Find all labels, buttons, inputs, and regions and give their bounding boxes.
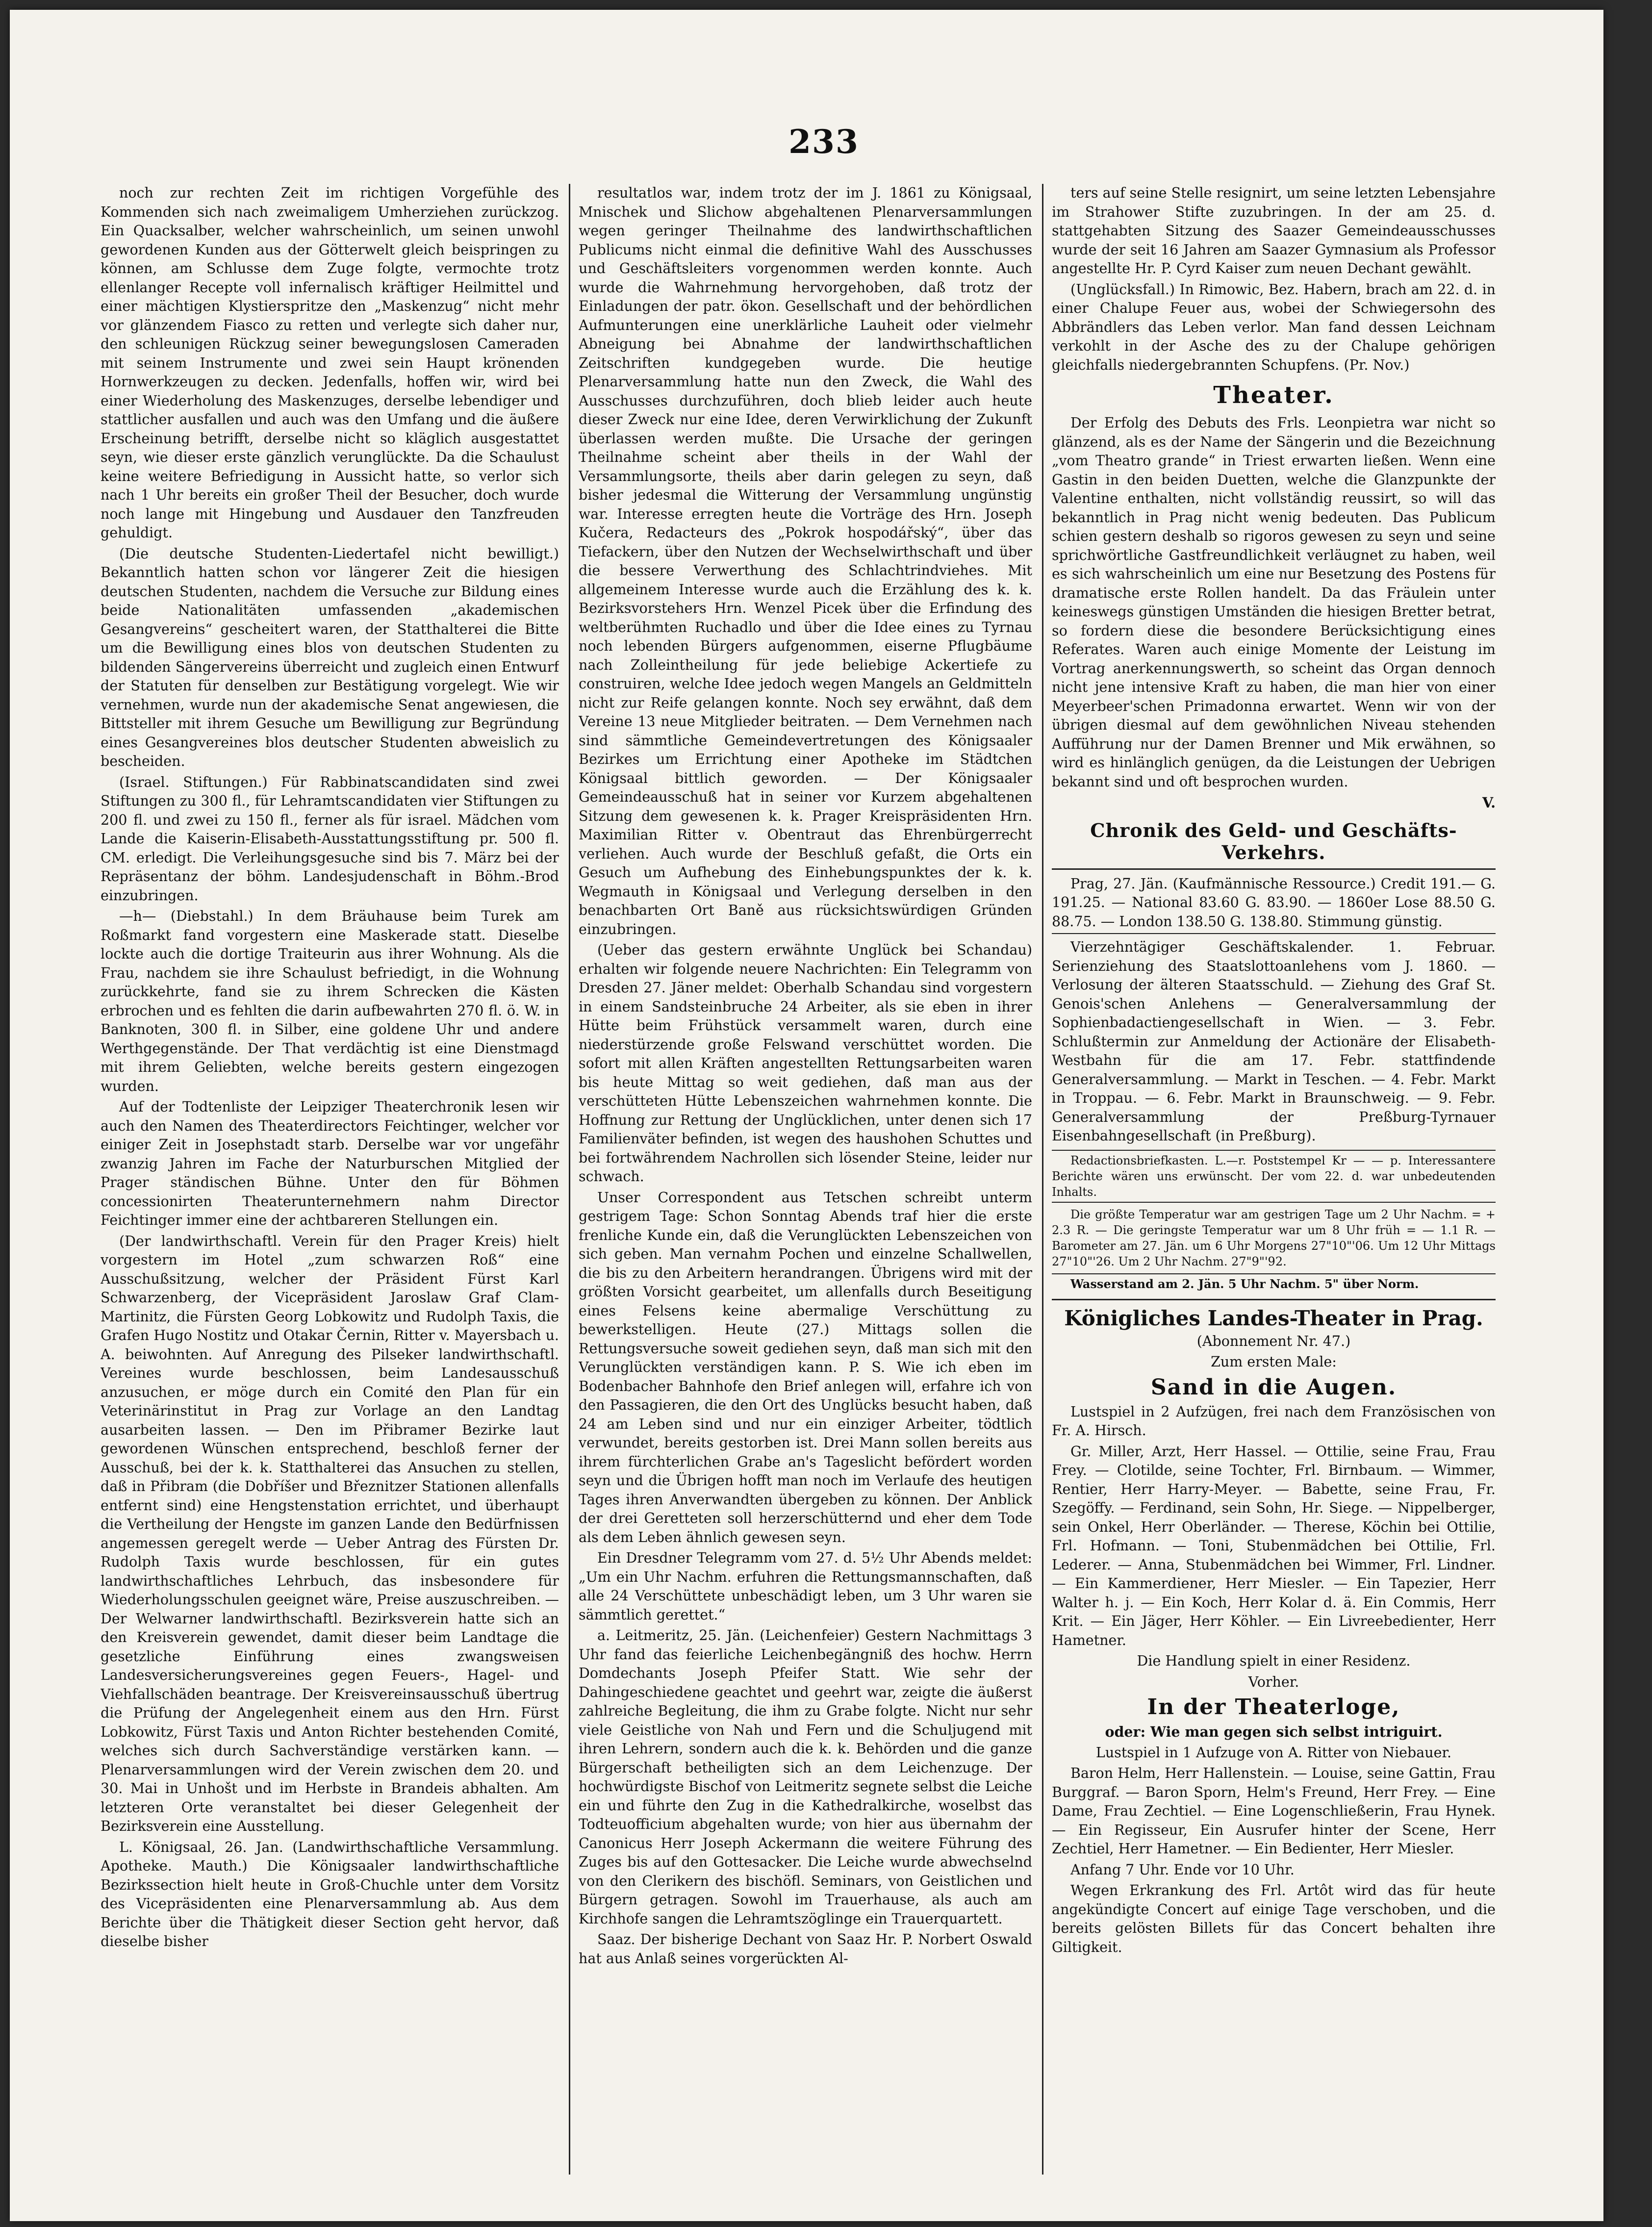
before-label: Vorher. bbox=[1248, 1673, 1299, 1690]
market-report: Prag, 27. Jän. (Kaufmännische Ressource.) Credit 191.— G. 191.25. — National 83.60 G. 83.90. — 1860er Lose 88.50 G. 88.75. — London 138.50 G. 138.80. Stimmung günstig. bbox=[1052, 875, 1496, 930]
article-paragraph: (Ueber das gestern erwähnte Unglück bei Schandau) erhalten wir folgende neuere Nachrichten: Ein Telegramm von Dresden 27. Jäner meldet: Oberhalb Schandau sind vorgestern in einem Sandsteinbruche 24 Arbeiter, als sie eben in ihrer Hütte beim Frühstück versammelt waren, durch eine niederstürzende große Felswand verschüttet worden. Die sofort mit allen Kräften angestellten Rettungsarbeiten waren bis heute Mittag so weit gediehen, daß man aus der verschütteten Hütte Lebenszeichen wahrnehmen konnte. Die Hoffnung zur Rettung der Unglücklichen, unter denen sich 17 Familienväter befinden, ist wegen des haushohen Schuttes und bei fortwährendem Nachrollen sich lösender Steine, leider nur schwach. bbox=[579, 942, 1032, 1185]
newspaper-page bbox=[10, 10, 1603, 2221]
column-divider bbox=[569, 184, 570, 2175]
column-3 bbox=[1052, 184, 1496, 2177]
article-paragraph: a. Leitmeritz, 25. Jän. (Leichenfeier) Gestern Nachmittags 3 Uhr fand das feierliche Leichenbegängniß des hochw. Herrn Domdechants Joseph Pfeifer Statt. Wie sehr der Dahingeschiedene geachtet und geehrt war, zeigte die äußerst zahlreiche Begleitung, die ihm zu Grabe folgte. Nicht nur sehr viele Geistliche von Nah und Fern und die Schuljugend mit ihren Lehrern, sondern auch die k. k. Behörden und die ganze Bürgerschaft betheiligten sich an dem Leichenzuge. Der hochwürdigste Bischof von Leitmeritz segnete selbst die Leiche ein und führte den Zug in die Kathedralkirche, woselbst das Todteuofficium abgehalten wurde; von hier aus übernahm der Canonicus Herr Joseph Ackermann die weitere Führung des Zuges bis auf den Gottesacker. Die Leiche wurde abwechselnd von den Clerikern des bischöfl. Seminars, von Geistlichen und Bürgern getragen. Sowohl im Trauerhause, als auch am Kirchhofe sangen die Lehramtszöglinge ein Trauerquartett. bbox=[579, 1627, 1032, 1927]
article-paragraph: L. Königsaal, 26. Jan. (Landwirthschaftliche Versammlung. Apotheke. Mauth.) Die Königsaaler landwirthschaftliche Bezirkssection hielt heute in Groß-Chuchle unter dem Vorsitz des Vicepräsidenten eine Plenarversammlung ab. Aus dem Berichte über die Thätigkeit dieser Section geht hervor, daß dieselbe bisher bbox=[101, 1839, 559, 1949]
performance-times: Anfang 7 Uhr. Ende vor 10 Uhr. bbox=[1070, 1861, 1295, 1878]
article-paragraph: —h— (Diebstahl.) In dem Bräuhause beim Turek am Roßmarkt fand vorgestern eine Maskerade statt. Dieselbe lockte auch die dortige Traiteurin aus ihrer Wohnung. Als die Frau, nachdem sie ihre Schaulust befriedigt, in die Wohnung zurückkehrte, fand sie zu ihrem Schrecken die Kästen erbrochen und es fehlten die darin aufbewahrten 270 fl. ö. W. in Banknoten, 300 fl. in Silber, eine goldene Uhr und andere Werthgegenstände. Der That verdächtig ist eine Dienstmagd mit ihrem Geliebten, welche bereits gestern eingezogen wurden. bbox=[101, 908, 559, 1094]
column-2 bbox=[579, 184, 1032, 2177]
play-alt-title: oder: Wie man gegen sich selbst intriguirt. bbox=[1105, 1723, 1443, 1740]
editorial-letterbox: Redactionsbriefkasten. L.—r. Poststempel Kr — — p. Interessantere Berichte wären uns erwünscht. Der vom 22. d. war unbedeutenden Inhalts. bbox=[1052, 1153, 1496, 1199]
royal-theatre-heading: Königliches Landes-Theater in Prag. bbox=[1052, 1299, 1496, 1330]
article-paragraph: (Israel. Stiftungen.) Für Rabbinatscandidaten sind zwei Stiftungen zu 300 fl., für Lehramtscandidaten vier Stiftungen zu 200 fl. und zwei zu 150 fl., ferner als für israel. Mädchen vom Lande die Kaiserin-Elisabeth-Ausstattungsstiftung pr. 500 fl. CM. erledigt. Die Verleihungsgesuche sind bis 7. März bei der Repräsentanz der böhm. Landesjudenschaft in Böhm.-Brod einzubringen. bbox=[101, 774, 559, 904]
concert-notice: Wegen Erkrankung des Frl. Artôt wird das für heute angekündigte Concert auf einige Tage verschoben, und die bereits gelösten Billets für das Concert behalten ihre Giltigkeit. bbox=[1052, 1882, 1496, 1955]
article-paragraph: (Unglücksfall.) In Rimowic, Bez. Habern, brach am 22. d. in einer Chalupe Feuer aus, wobei der Schwiegersohn des Abbrändlers das Leben verlor. Man fand dessen Leichnam verkohlt in der Asche des zu der Chalupe gehörigen gleichfalls niedergebrannten Schupfens. (Pr. Nov.) bbox=[1052, 281, 1496, 373]
page-number: 233 bbox=[788, 123, 859, 161]
theatre-review: Der Erfolg des Debuts des Frls. Leonpietra war nicht so glänzend, als es der Name der Sängerin und die Bezeichnung „vom Theatro grande“ in Triest erwarten ließen. Wenn eine Gastin in den beiden Duetten, welche die Glanzpunkte der Valentine enthalten, nicht vollständig reussirt, so will das bekanntlich in Prag nicht wenig bedeuten. Das Publicum schien gestern deshalb so rigoros gewesen zu seyn und seine sprichwörtliche Gastfreundlichkeit verläugnet zu haben, weil es sich wahrscheinlich um eine nur Besetzung des Postens für dramatische erste Rollen handelt. Da das Fräulein unter keineswegs günstigen Umständen die hiesigen Bretter betrat, so fordern diese die besondere Berücksichtigung eines Referates. Waren auch einige Momente der Leistung im Vortrag anerkennungswerth, so scheint das Organ dennoch nicht jene intensive Kraft zu haben, die man hier von einer Meyerbeer'schen Primadonna erwartet. Wenn wir von der übrigen diesmal auf dem gewöhnlichen Niveau stehenden Aufführung nur der Damen Brenner und Mik erwähnen, so wird es hinlänglich genügen, da die Leistungen der Uebrigen bekannt sind und oft besprochen wurden. bbox=[1052, 415, 1496, 790]
first-time-label: Zum ersten Male: bbox=[1211, 1354, 1337, 1370]
play-title: In der Theaterloge, bbox=[1147, 1695, 1400, 1720]
article-paragraph: noch zur rechten Zeit im richtigen Vorgefühle des Kommenden sich nach zweimaligem Umherziehen zurückzog. Ein Quacksalber, welcher wahrscheinlich, um seinen unwohl gewordenen Kunden aus der Götterwelt gleich beispringen zu können, am Schlusse dem Zuge folgte, vermochte trotz ellenlanger Recepte voll infernalisch kräftiger Heilmittel und einer mächtigen Klystierspritze den „Maskenzug“ nicht mehr vor glänzendem Fiasco zu retten und verlegte sich daher nur, den schleunigen Rückzug seiner bewegungslosen Cameraden mit seinem Instrumente und zwei sein Haupt krönenden Hornwerkzeugen zu decken. Jedenfalls, hoffen wir, wird bei einer Wiederholung des Maskenzuges, derselbe lebendiger und stattlicher ausfallen und auch was den Umfang und die äußere Erscheinung betrifft, derselbe nicht so kläglich ausgestattet seyn, wie dieser erste gänzlich verunglückte. Da die Schaulust keine weitere Befriedigung in Aussicht hatte, so verlor sich nach 1 Uhr bereits ein großer Theil der Besucher, doch wurde noch lange mit Hingebung und Ausdauer den Tanzfreuden gehuldigt. bbox=[101, 185, 559, 541]
chronik-heading: Chronik des Geld- und Geschäfts-Verkehrs. bbox=[1052, 819, 1496, 870]
play-title: Sand in die Augen. bbox=[1150, 1374, 1397, 1400]
article-paragraph: (Der landwirthschaftl. Verein für den Prager Kreis) hielt vorgestern im Hotel „zum schwarzen Roß“ eine Ausschußsitzung, welcher der Präsident Fürst Karl Schwarzenberg, der Vicepräsident Jaroslaw Graf Clam-Martinitz, die Fürsten Georg Lobkowitz und Rudolph Taxis, die Grafen Hugo Nostitz und Otakar Černin, Ritter v. Mayersbach u. A. beiwohnten. Auf Anregung des Pilseker landwirthschaftl. Vereines wurde beschlossen, beim Landesausschuß anzusuchen, er möge durch ein Comité den Plan für ein Veterinärinstitut in Prag zur Vorlage an den Landtag ausarbeiten lassen. — Den im Přibramer Bezirke laut gewordenen Wünschen entsprechend, beschloß ferner der Ausschuß, bei der k. k. Statthalterei das Ansuchen zu stellen, daß in Přibram (die Dobříšer und Březnitzer Stationen allenfalls entfernt sind) eine Hengstenstation errichtet, und überhaupt die Vertheilung der Hengste im ganzen Lande den Bedürfnissen angemessen geregelt werde — Ueber Antrag des Fürsten Dr. Rudolph Taxis wurde beschlossen, für ein gutes landwirthschaftliches Lehrbuch, das insbesondere für Wiederholungsschulen geeignet wäre, Preise auszuschreiben. — Der Welwarner landwirthschaftl. Bezirksverein hatte sich an den Kreisverein gewendet, damit dieser beim Landtage die gesetzliche Einführung eines zwangsweisen Landesversicherungsvereines gegen Feuers-, Hagel- und Viehfallschäden beantrage. Der Kreisvereinsausschuß übertrug die Prüfung der Angelegenheit einem aus den Hrn. Fürst Lobkowitz, Fürst Taxis und Anton Richter bestehenden Comité, welches sich durch Sachverständige verstärken kann. — Plenarversammlungen wird der Verein zwischen dem 20. und 30. Mai in Unhošt und im Herbste in Brandeis abhalten. Am letzteren Orte veranstaltet bei dieser Gelegenheit der Bezirksverein eine Ausstellung. bbox=[101, 1233, 559, 1834]
play-setting: Die Handlung spielt in einer Residenz. bbox=[1137, 1653, 1411, 1669]
article-paragraph: resultatlos war, indem trotz der im J. 1861 zu Königsaal, Mnischek und Slichow abgehaltenen Plenarversammlungen wegen geringer Theilnahme des landwirthschaftlichen Publicums nicht einmal die definitive Wahl des Ausschusses und Geschäftsleiters vorgenommen werden konnte. Auch wurde die Wahrnehmung hervorgehoben, daß trotz der Einladungen der patr. ökon. Gesellschaft und der behördlichen Aufmunterungen eine unerklärliche Lauheit oder vielmehr Abneigung bei Abnahme der landwirthschaftlichen Zeitschriften kundgegeben wurde. Die heutige Plenarversammlung hatte nun den Zweck, die Wahl des Ausschusses durchzuführen, doch blieb leider auch heute dieser Zweck nur eine Idee, deren Verwirklichung der Zukunft überlassen werden mußte. Die Ursache der geringen Theilnahme scheint aber theils in der Wahl der Versammlungsorte, theils aber darin gelegen zu seyn, daß bisher jedesmal die Witterung der Versammlung ungünstig war. Interesse erregten heute die Vorträge des Hrn. Joseph Kučera, Redacteurs des „Pokrok hospodářský“, über das Tiefackern, über den Nutzen der Wechselwirthschaft und über die bessere Verwerthung des Schlachtrindviehes. Mit allgemeinem Interesse wurde auch die Erzählung des k. k. Bezirksvorstehers Hrn. Wenzel Picek über die Erfindung des weltberühmten Ruchadlo und über die Idee eines zu Tyrnau noch lebenden Bürgers aufgenommen, eiserne Pflugbäume nach Zolleintheilung für jede beliebige Ackertiefe zu construiren, welche Idee jedoch wegen Mangels an Geldmitteln nicht zur Reife gelangen konnte. Noch sey erwähnt, daß dem Vereine 13 neue Mitglieder beitraten. — Dem Vernehmen nach sind sämmtliche Gemeindevertretungen des Königsaaler Bezirkes um Errichtung einer Apotheke im Städtchen Königsaal bittlich geworden. — Der Königsaaler Gemeindeausschuß hat in seiner vor Kurzem abgehaltenen Sitzung dem gewesenen k. k. Prager Kreispräsidenten Hrn. Maximilian Ritter v. Obentraut das Ehrenbürgerrecht verliehen. Auch wurde der Beschluß gefaßt, die Orts ein Gesuch um Aufhebung des Einhebungspunktes der k. k. Wegmauth in Königsaal und Verlegung derselben in den benachbarten Ort Baně aus rücksichtswürdigen Gründen einzubringen. bbox=[579, 185, 1032, 937]
article-paragraph: ters auf seine Stelle resignirt, um seine letzten Lebensjahre im Strahower Stifte zuzubringen. In der am 25. d. stattgehabten Sitzung des Saazer Gemeindeausschusses wurde der seit 16 Jahren am Saazer Gymnasium als Professor angestellte Hr. P. Cyrd Kaiser zum neuen Dechant gewählt. bbox=[1052, 185, 1496, 277]
column-1 bbox=[101, 184, 559, 2177]
article-paragraph: (Die deutsche Studenten-Liedertafel nicht bewilligt.) Bekanntlich hatten schon vor längerer Zeit die hiesigen deutschen Studenten, nachdem die Versuche zur Bildung eines beide Nationalitäten umfassenden „akademischen Gesangvereins“ gescheitert waren, der Statthalterei die Bitte um die Bewilligung eines blos von deutschen Studenten zu bildenden Sängervereins überreicht und zugleich einen Entwurf der Statuten für denselben zur Bestätigung vorgelegt. Wie wir vernehmen, wurde nun der akademische Senat angewiesen, die Bittsteller mit ihrem Gesuche um Bewilligung zur Begründung eines Gesangvereines blos deutscher Studenten abweislich zu bescheiden. bbox=[101, 545, 559, 769]
article-paragraph: Unser Correspondent aus Tetschen schreibt unterm gestrigem Tage: Schon Sonntag Abends traf hier die erste frenliche Kunde ein, daß die Verunglückten Lebenszeichen von sich geben. Man vernahm Pochen und einzelne Schallwellen, die bis zu den Arbeitern herandrangen. Übrigens wird mit der größten Vorsicht gearbeitet, um allenfalls durch Beseitigung eines Felsens keine abermalige Verschüttung zu bewerkstelligen. Heute (27.) Mittags sollen die Rettungsversuche soweit gediehen seyn, daß man sich mit den Verunglückten verständigen kann. P. S. Wie ich eben im Bodenbacher Bahnhofe den Brief anlegen will, erfahre ich von den Passagieren, die den Ort des Unglücks besucht haben, daß 24 am Leben sind und nur ein einziger Arbeiter, tödtlich verwundet, bereits gestorben ist. Drei Mann sollen bereits aus ihrem fürchterlichen Grabe an's Tageslicht befördert worden seyn und die Übrigen hofft man noch im Verlaufe des heutigen Tages ihren Anverwandten übergeben zu können. Der Anblick der drei Geretteten soll herzerschütternd und eher dem Tode als dem Leben ähnlich gewesen seyn. bbox=[579, 1189, 1032, 1545]
abonnement-number: (Abonnement Nr. 47.) bbox=[1196, 1333, 1351, 1349]
play-cast: Baron Helm, Herr Hallenstein. — Louise, seine Gattin, Frau Burggraf. — Baron Sporn, Helm's Freund, Herr Frey. — Eine Dame, Frau Zechtiel. — Eine Logenschließerin, Frau Hynek. — Ein Regisseur, Ein Ausrufer hinter der Scene, Herr Zechtiel, Herr Hametner. — Ein Bedienter, Herr Miesler. bbox=[1052, 1765, 1496, 1857]
theatre-heading: Theater. bbox=[1213, 381, 1334, 409]
play-subtitle: Lustspiel in 2 Aufzügen, frei nach dem Französischen von Fr. A. Hirsch. bbox=[1052, 1403, 1496, 1439]
business-calendar: Vierzehntägiger Geschäftskalender. 1. Februar. Serienziehung des Staatslottoanlehens vom J. 1860. — Verlosung der älteren Staatsschuld. — Ziehung des Graf St. Genois'schen Anlehens — Generalversammlung der Sophienbadactiengesellschaft in Wien. — 3. Febr. Schlußtermin zur Anmeldung der Actionäre der Elisabeth-Westbahn für die am 17. Febr. stattfindende Generalversammlung. — Markt in Teschen. — 4. Febr. Markt in Troppau. — 6. Febr. Markt in Braunschweig. — 9. Febr. Generalversammlung der Preßburg-Tyrnauer Eisenbahngesellschaft (in Preßburg). bbox=[1052, 933, 1496, 1151]
article-paragraph: Saaz. Der bisherige Dechant von Saaz Hr. P. Norbert Oswald hat aus Anlaß seines vorgerückten Al- bbox=[579, 1931, 1032, 1967]
play-subtitle: Lustspiel in 1 Aufzuge von A. Ritter von Niebauer. bbox=[1095, 1744, 1452, 1761]
play-cast: Gr. Miller, Arzt, Herr Hassel. — Ottilie, seine Frau, Frau Frey. — Clotilde, seine Tochter, Frl. Birnbaum. — Wimmer, Rentier, Herr Harry-Meyer. — Babette, seine Frau, Fr. Szegöffy. — Ferdinand, sein Sohn, Hr. Siege. — Nippelberger, sein Onkel, Herr Oberländer. — Therese, Köchin bei Ottilie, Frl. Hofmann. — Toni, Stubenmädchen bei Ottilie, Frl. Lederer. — Anna, Stubenmädchen bei Wimmer, Frl. Lindner. — Ein Kammerdiener, Herr Miesler. — Ein Tapezier, Herr Walter h. j. — Ein Koch, Herr Kolar d. ä. Ein Commis, Herr Krit. — Ein Jäger, Herr Köhler. — Ein Livreebedienter, Herr Hametner. bbox=[1052, 1443, 1496, 1648]
theatre-signature: V. bbox=[1482, 794, 1496, 811]
weather-report: Die größte Temperatur war am gestrigen Tage um 2 Uhr Nachm. = + 2.3 R. — Die geringste Temperatur war um 8 Uhr früh = — 1.1 R. — Barometer am 27. Jän. um 6 Uhr Morgens 27"10"'06. Um 12 Uhr Mittags 27"10"'26. Um 2 Uhr Nachm. 27"9"'92. bbox=[1052, 1202, 1496, 1274]
water-level: Wasserstand am 2. Jän. 5 Uhr Nachm. 5" über Norm. bbox=[1070, 1276, 1419, 1291]
article-paragraph: Auf der Todtenliste der Leipziger Theaterchronik lesen wir auch den Namen des Theaterdirectors Feichtinger, welcher vor einiger Zeit in Josephstadt starb. Derselbe war vor ungefähr zwanzig Jahren im Fache der Naturburschen Mitglied der Prager ständischen Bühne. Unter den für Böhmen concessionirten Theaterunternehmern nahm Director Feichtinger immer eine der achtbareren Stellungen ein. bbox=[101, 1099, 559, 1228]
article-paragraph: Ein Dresdner Telegramm vom 27. d. 5½ Uhr Abends meldet: „Um ein Uhr Nachm. erfuhren die Rettungsmannschaften, daß alle 24 Verschüttete unbeschädigt leben, um 3 Uhr waren sie sämmtlich gerettet.“ bbox=[579, 1550, 1032, 1623]
column-divider bbox=[1042, 184, 1043, 2175]
